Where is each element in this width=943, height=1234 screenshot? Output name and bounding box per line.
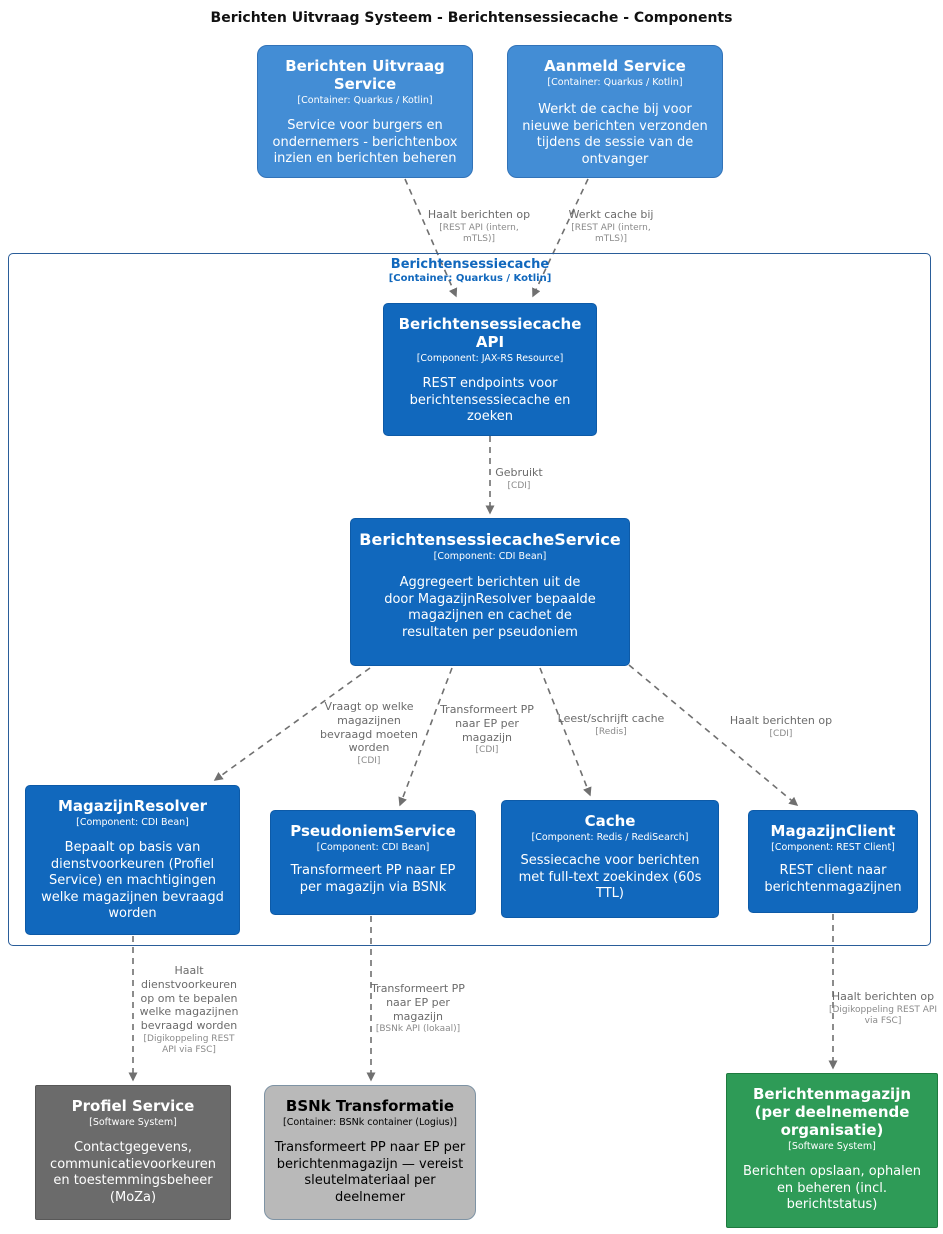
node-desc: REST endpoints voor berichtensessiecache en zoeken — [409, 376, 571, 424]
node-title: Berichtensessiecache API — [398, 315, 582, 351]
edge-label-aanmeld-to-api — [552, 208, 670, 245]
node-desc: Transformeert PP naar EP per magazijn via BSNk — [290, 863, 456, 895]
node-title: Berichten Uitvraag Service — [285, 57, 445, 93]
node-berichtenmagazijn — [726, 1073, 938, 1228]
node-desc: Aggregeert berichten uit de door MagazijnResolver bepaalde magazijnen en cachet de resultaten per pseudoniem — [384, 575, 596, 640]
edge-text: Werkt cache bij — [568, 208, 654, 221]
edge-label-service-to-pseudoniem — [433, 703, 541, 757]
node-meta: [Software System] — [788, 1141, 876, 1152]
edge-tech: [REST API (intern, mTLS)] — [439, 222, 519, 244]
node-title: Aanmeld Service — [544, 57, 686, 75]
edge-tech: [CDI] — [507, 480, 531, 491]
edge-text: Haalt dienstvoorkeuren op om te bepalen welke magazijnen bevraagd worden — [139, 964, 239, 1032]
boundary-meta: [Container: Quarkus / Kotlin] — [388, 272, 552, 284]
node-title: PseudoniemService — [290, 822, 456, 840]
edge-label-pseudoniem-to-bsnk — [368, 982, 468, 1036]
edge-text: Haalt berichten op — [427, 208, 531, 221]
node-meta: [Component: CDI Bean] — [316, 842, 430, 853]
node-title: MagazijnResolver — [57, 797, 208, 815]
edge-text: Transformeert PP naar EP per magazijn — [371, 982, 465, 1023]
node-meta: [Software System] — [89, 1117, 177, 1128]
node-magazijnclient — [748, 810, 918, 913]
edge-tech: [Redis] — [595, 726, 627, 737]
edge-label-service-to-cache — [551, 712, 671, 738]
edge-label-api-to-service — [488, 466, 550, 492]
boundary-name: Berichtensessiecache — [390, 257, 550, 272]
edge-tech: [REST API (intern, mTLS)] — [571, 222, 651, 244]
node-magazijnresolver — [25, 785, 240, 935]
node-meta: [Component: CDI Bean] — [433, 551, 547, 563]
node-desc: REST client naar berichtenmagazijnen — [764, 863, 902, 895]
edge-label-resolver-to-profiel — [137, 964, 241, 1056]
edge-text: Haalt berichten op — [831, 990, 935, 1003]
node-desc: Transformeert PP naar EP per berichtenmagazijn — vereist sleutelmateriaal per deelnemer — [274, 1140, 466, 1205]
edge-tech: [BSNk API (lokaal)] — [375, 1024, 461, 1035]
edge-tech: [CDI] — [357, 756, 381, 766]
edge-text: Vraagt op welke magazijnen bevraagd moeten worden — [320, 700, 418, 755]
node-desc: Service voor burgers en ondernemers - berichtenbox inzien en berichten beheren — [272, 118, 458, 166]
node-berichtensessiecache-api — [383, 303, 597, 436]
node-title: BSNk Transformatie — [285, 1097, 455, 1115]
node-berichten-uitvraag-service — [257, 45, 473, 178]
node-pseudoniemservice — [270, 810, 476, 915]
node-title: Profiel Service — [71, 1097, 195, 1115]
node-meta: [Container: Quarkus / Kotlin] — [297, 95, 433, 106]
edge-tech: [CDI] — [475, 745, 499, 756]
node-berichtensessiecacheservice — [350, 518, 630, 666]
node-desc: Werkt de cache bij voor nieuwe berichten verzonden tijdens de sessie van de ontvanger — [522, 102, 708, 167]
edge-text: Leest/schrijft cache — [557, 712, 665, 725]
edge-label-client-to-magazijn — [828, 990, 938, 1027]
node-cache — [501, 800, 719, 918]
edge-tech: [Digikoppeling REST API via FSC] — [143, 1033, 235, 1055]
node-meta: [Component: REST Client] — [771, 842, 895, 853]
node-meta: [Component: JAX-RS Resource] — [416, 353, 564, 364]
edge-text: Transformeert PP naar EP per magazijn — [440, 703, 534, 744]
node-title: BerichtensessiecacheService — [359, 530, 621, 549]
boundary-label — [320, 258, 620, 285]
edge-tech: [CDI] — [769, 728, 793, 739]
edge-text: Haalt berichten op — [729, 714, 833, 727]
edge-label-service-to-resolver — [315, 700, 423, 767]
node-desc: Contactgegevens, communicatievoorkeuren en toestemmingsbeheer (MoZa) — [50, 1140, 216, 1205]
node-title: Berichtenmagazijn (per deelnemende organisatie) — [752, 1085, 912, 1139]
node-desc: Berichten opslaan, ophalen en beheren (incl. berichtstatus) — [742, 1164, 921, 1212]
node-title: Cache — [584, 812, 636, 830]
node-bsnk-transformatie — [264, 1085, 476, 1220]
node-desc: Sessiecache voor berichten met full-text zoekindex (60s TTL) — [518, 853, 702, 901]
node-title: MagazijnClient — [770, 822, 896, 840]
node-meta: [Container: Quarkus / Kotlin] — [547, 77, 683, 88]
node-profiel-service — [35, 1085, 231, 1220]
diagram-title: Berichten Uitvraag Systeem - Berichtensessiecache - Components — [210, 10, 733, 26]
node-desc: Bepaalt op basis van dienstvoorkeuren (Profiel Service) en machtigingen welke magazijnen bevraagd worden — [41, 840, 224, 921]
edge-label-service-to-client — [721, 714, 841, 740]
node-aanmeld-service — [507, 45, 723, 178]
edge-label-uitvraag-to-api — [420, 208, 538, 245]
edge-tech: [Digikoppeling REST API via FSC] — [828, 1004, 938, 1026]
node-meta: [Container: BSNk container (Logius)] — [283, 1117, 457, 1128]
edge-text: Gebruikt — [495, 466, 543, 479]
node-meta: [Component: Redis / RediSearch] — [531, 832, 689, 843]
node-meta: [Component: CDI Bean] — [76, 817, 189, 828]
